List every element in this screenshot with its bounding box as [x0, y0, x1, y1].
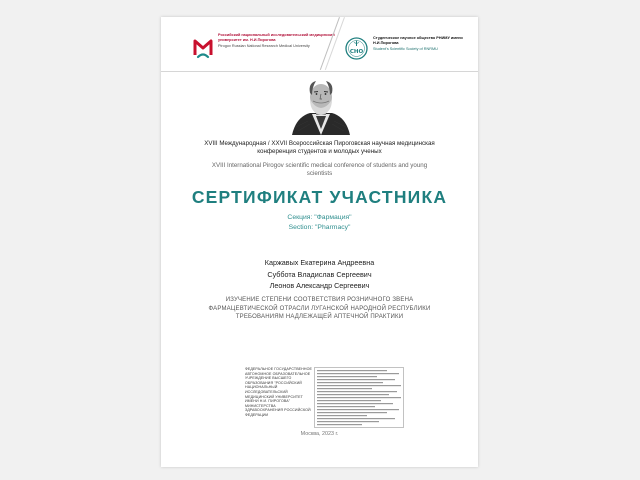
author-name: Каржавых Екатерина Андреевна [264, 258, 375, 267]
electronic-signature-stamp [314, 367, 404, 437]
university-name [218, 33, 336, 49]
society-badge-text: СНО [349, 49, 364, 55]
student-society-logo-icon [345, 37, 368, 60]
university-name-ru: Российский национальный исследовательский медицинский университет им. Н.И.Пирогова [218, 33, 335, 42]
student-society-name-ru: Студенческое научное общество РНИМУ имени Н.И.Пирогова [373, 36, 463, 45]
university-logo-icon [193, 37, 213, 59]
section-name-en: Section: "Pharmacy" [288, 224, 351, 231]
student-society-name [373, 36, 473, 52]
signature-organization: ФЕДЕРАЛЬНОЕ ГОСУДАРСТВЕННОЕ АВТОНОМНОЕ ОБРАЗОВАТЕЛЬНОЕ УЧРЕЖДЕНИЕ ВЫСШЕГО ОБРАЗОВАНИЯ "РОССИЙСКИЙ НАЦИОНАЛЬНЫЙ ИССЛЕДОВАТЕЛЬСКИЙ МЕДИЦИНСКИЙ УНИВЕРСИТЕТ ИМЕНИ Н.И. ПИРОГОВА" МИНИСТЕРСТВА ЗДРАВООХРАНЕНИЯ РОССИЙСКОЙ ФЕДЕРАЦИИ [245, 367, 312, 417]
conference-name-en: XVIII International Pirogov scientific medical conference of students and young scientists [211, 162, 428, 177]
certificate-header [161, 17, 478, 73]
student-society-name-en: Student's Scientific Society of RNRMU [373, 47, 438, 51]
header-underline [161, 71, 478, 72]
conference-name-ru: XVIII Международная / XXVII Всероссийская Пироговская научная медицинская конференция студентов и молодых ученых [204, 140, 435, 155]
authors-list [161, 257, 478, 292]
report-topic: ИЗУЧЕНИЕ СТЕПЕНИ СООТВЕТСТВИЯ РОЗНИЧНОГО ЗВЕНА ФАРМАЦЕВТИЧЕСКОЙ ОТРАСЛИ ЛУГАНСКОЙ НАРОДНОЙ РЕСПУБЛИКИ ТРЕБОВАНИЯМ НАДЛЕЖАЩЕЙ АПТЕЧНОЙ ПРАКТИКИ [208, 297, 431, 320]
author-name: Суббота Владислав Сергеевич [267, 269, 372, 279]
certificate-page [161, 17, 478, 467]
university-name-en: Pirogov Russian National Research Medical University [218, 44, 310, 48]
place-and-date: Москва, 2023 г. [300, 431, 339, 437]
section-name-ru: Секция: "Фармация" [287, 214, 352, 221]
author-name: Леонов Александр Сергеевич [269, 281, 370, 290]
pirogov-portrait-image [288, 77, 354, 135]
certificate-title: СЕРТИФИКАТ УЧАСТНИКА [191, 187, 448, 207]
